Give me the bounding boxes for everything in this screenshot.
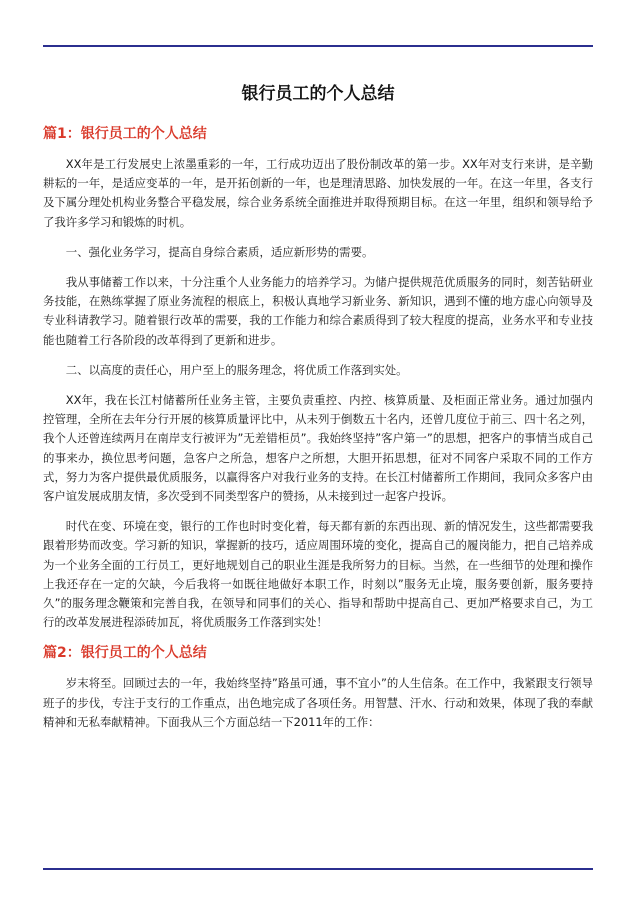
section-1-heading: 篇1：银行员工的个人总结: [43, 126, 207, 142]
top-rule: [43, 45, 593, 47]
document-body: [43, 82, 593, 738]
document-title: 银行员工的个人总结: [241, 84, 395, 104]
section-1-paragraph-5: XX年，我在长江村储蓄所任业务主管，主要负责重控、内控、核算质量、及柜面正常业务。通过加强内控管理，全所在去年分行开展的核算质量评比中，从未列于倒数五十名内，还曾几度位于前三、四十名之列，我个人还曾连续两月在南岸支行被评为”无差错柜员”。我始终坚持”客户第一”的思想，把客户的事情当成自己的事来办，换位思考问题，急客户之所急，想客户之所想，大胆开拓思想，征对不同客户采取不同的工作方式，努力为客户提供最优质服务，以赢得客户对我行业务的支持。在长江村储蓄所工作期间，我同众多客户由客户谊发展成朋友情，多次受到不同类型客户的赞扬，从未接到过一起客户投诉。: [43, 393, 593, 504]
section-2-paragraph-1: 岁末将至。回顾过去的一年，我始终坚持”路虽可通，事不宜小”的人生信条。在工作中，我紧跟支行领导班子的步伐，专注于支行的工作重点，出色地完成了各项任务。用智慧、汗水、行动和效果，体现了我的奉献精神和无私奉献精神。下面我从三个方面总结一下2011年的工作：: [43, 676, 593, 729]
section-1-paragraph-6: 时代在变、环境在变，银行的工作也时时变化着，每天都有新的东西出现、新的情况发生，这些都需要我跟着形势而改变。学习新的知识，掌握新的技巧，适应周围环境的变化，提高自己的履岗能力，把自己培养成为一个业务全面的工行员工，更好地规划自己的职业生涯是我所努力的目标。当然，在一些细节的处理和操作上我还存在一定的欠缺，今后我将一如既往地做好本职工作，时刻以”服务无止境，服务要创新，服务要持久”的服务理念鞭策和完善自我，在领导和同事们的关心、指导和帮助中提高自己、更加严格要求自己，为工行的改革发展进程添砖加瓦，将优质服务工作落到实处！: [43, 519, 593, 630]
section-1-paragraph-2: 一、强化业务学习，提高自身综合素质，适应新形势的需要。: [65, 244, 374, 259]
section-1-paragraph-4: 二、以高度的责任心，用户至上的服务理念，将优质工作落到实处。: [65, 362, 408, 377]
section-1-paragraph-3: 我从事储蓄工作以来，十分注重个人业务能力的培养学习。为储户提供规范优质服务的同时，刻苦钻研业务技能，在熟练掌握了原业务流程的根底上，积极认真地学习新业务、新知识，遇到不懂的地方虚心向领导及专业科请教学习。随着银行改革的需要，我的工作能力和综合素质得到了较大程度的提高，业务水平和专业技能也随着工行各阶段的改革得到了更新和进步。: [43, 275, 593, 347]
section-2-heading: 篇2：银行员工的个人总结: [43, 645, 207, 662]
bottom-rule: [43, 868, 593, 870]
section-1-paragraph-1: XX年是工行发展史上浓墨重彩的一年，工行成功迈出了股份制改革的第一步。XX年对支行来讲，是辛勤耕耘的一年，是适应变革的一年，是开拓创新的一年，也是理清思路、加快发展的一年。在这一年里，各支行及下属分理处机构业务整合平稳发展，综合业务系统全面推进并取得预期目标。在这一年里，组织和领导给予了我许多学习和锻炼的时机。: [43, 157, 593, 229]
